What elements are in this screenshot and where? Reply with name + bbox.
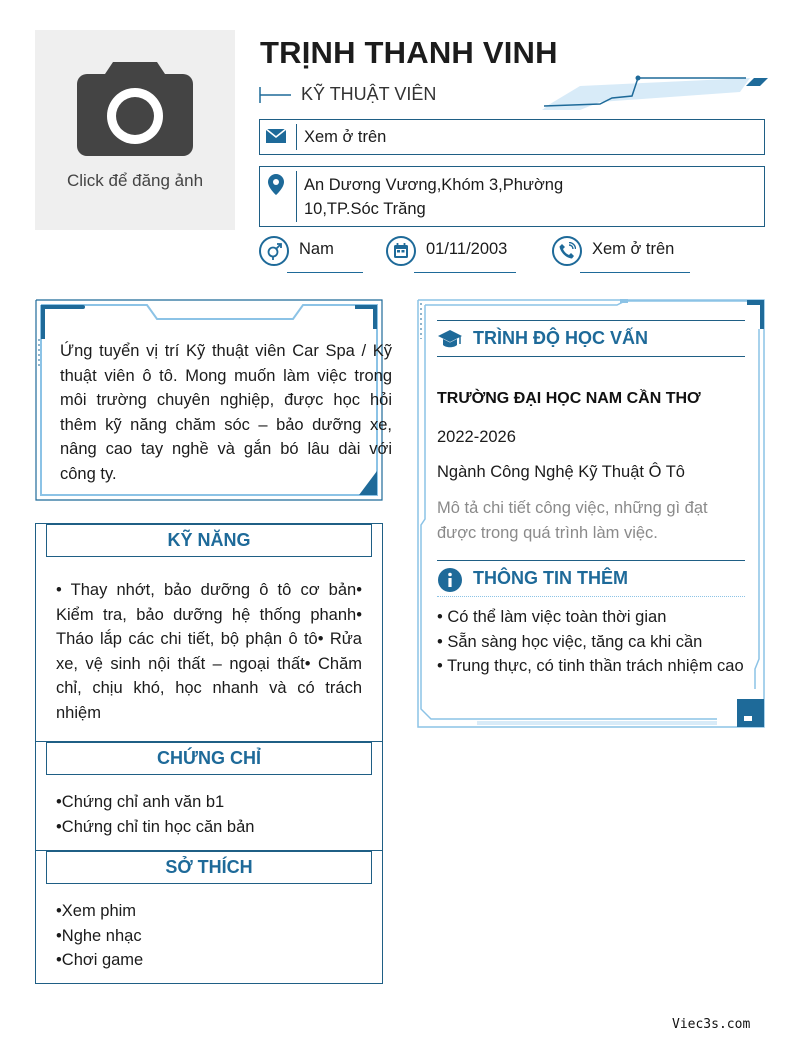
gender-icon [265,242,283,260]
major: Ngành Công Nghệ Kỹ Thuật Ô Tô [437,463,685,481]
additional-list [437,605,747,679]
calendar-icon [392,242,410,260]
list-item: • Có thể làm việc toàn thời gian [437,608,667,626]
footer-watermark: Viec3s.com [672,1017,751,1032]
hobbies-heading: SỞ THÍCH [46,851,372,884]
gender-value: Nam [299,240,334,258]
hobbies-list [56,899,143,973]
objective-text: Ứng tuyển vị trí Kỹ thuật viên Car Spa / Kỹ thuật viên ô tô. Mong muốn làm việc trong môi trường chuyên nghiệp, được học hỏi thêm kỹ năng chăm sóc – bảo dưỡng xe, nâng cao tay nghề và gắn bó lâu dài với công ty. [60,342,392,483]
certificates-list [56,790,254,839]
list-item: •Chơi game [56,951,144,969]
additional-title-bar [437,560,745,597]
education-heading: TRÌNH ĐỘ HỌC VẤN [473,328,648,348]
phone-icon [558,242,576,260]
education-title-bar [437,320,745,357]
career-objective [35,299,392,501]
camera-icon [75,58,195,164]
email-value: Xem ở trên [304,128,387,146]
address-field [259,166,765,227]
skills-text: • Thay nhớt, bảo dưỡng ô tô cơ bản• Kiểm tra, bảo dưỡng hệ thống phanh• Tháo lắp các chi tiết, bộ phận ô tô• Rửa xe, vệ sinh nội thất – ngoại thất• Chăm chỉ, chịu khó, học nhanh và có trách nhiệm [56,581,362,722]
skills-section [35,523,383,742]
photo-caption: Click để đăng ảnh [66,171,204,190]
list-item: •Nghe nhạc [56,926,142,945]
right-column [417,299,765,728]
graduation-cap-icon [437,327,463,351]
additional-heading: THÔNG TIN THÊM [473,568,628,588]
certificates-section [35,741,383,851]
title-marker-icon [259,85,293,105]
skills-heading: KỸ NĂNG [46,524,372,557]
envelope-icon [265,127,287,145]
phone-value: Xem ở trên [592,240,675,258]
list-item: • Trung thực, có tinh thần trách nhiệm cao [437,657,744,675]
school-name: TRƯỜNG ĐẠI HỌC NAM CẦN THƠ [437,390,701,407]
certificates-heading: CHỨNG CHỈ [46,742,372,775]
location-pin-icon [265,173,287,197]
avatar-upload[interactable] [35,30,235,230]
hobbies-section [35,850,383,984]
header-decoration [540,74,770,112]
info-icon [437,567,463,593]
list-item: •Chứng chỉ tin học căn bản [56,817,255,836]
list-item: •Chứng chỉ anh văn b1 [56,793,225,811]
study-years: 2022-2026 [437,428,516,446]
list-item: • Sẵn sàng học việc, tăng ca khi cần [437,632,703,651]
candidate-name: TRỊNH THANH VINH [260,35,558,70]
job-title: KỸ THUẬT VIÊN [301,84,437,104]
list-item: •Xem phim [56,902,137,920]
education-description: Mô tả chi tiết công việc, những gì đạt được trong quá trình làm việc. [437,499,708,542]
birthday-value: 01/11/2003 [426,240,508,258]
address-value: An Dương Vương,Khóm 3,Phường 10,TP.Sóc Trăng [304,176,564,218]
email-field [259,119,765,155]
